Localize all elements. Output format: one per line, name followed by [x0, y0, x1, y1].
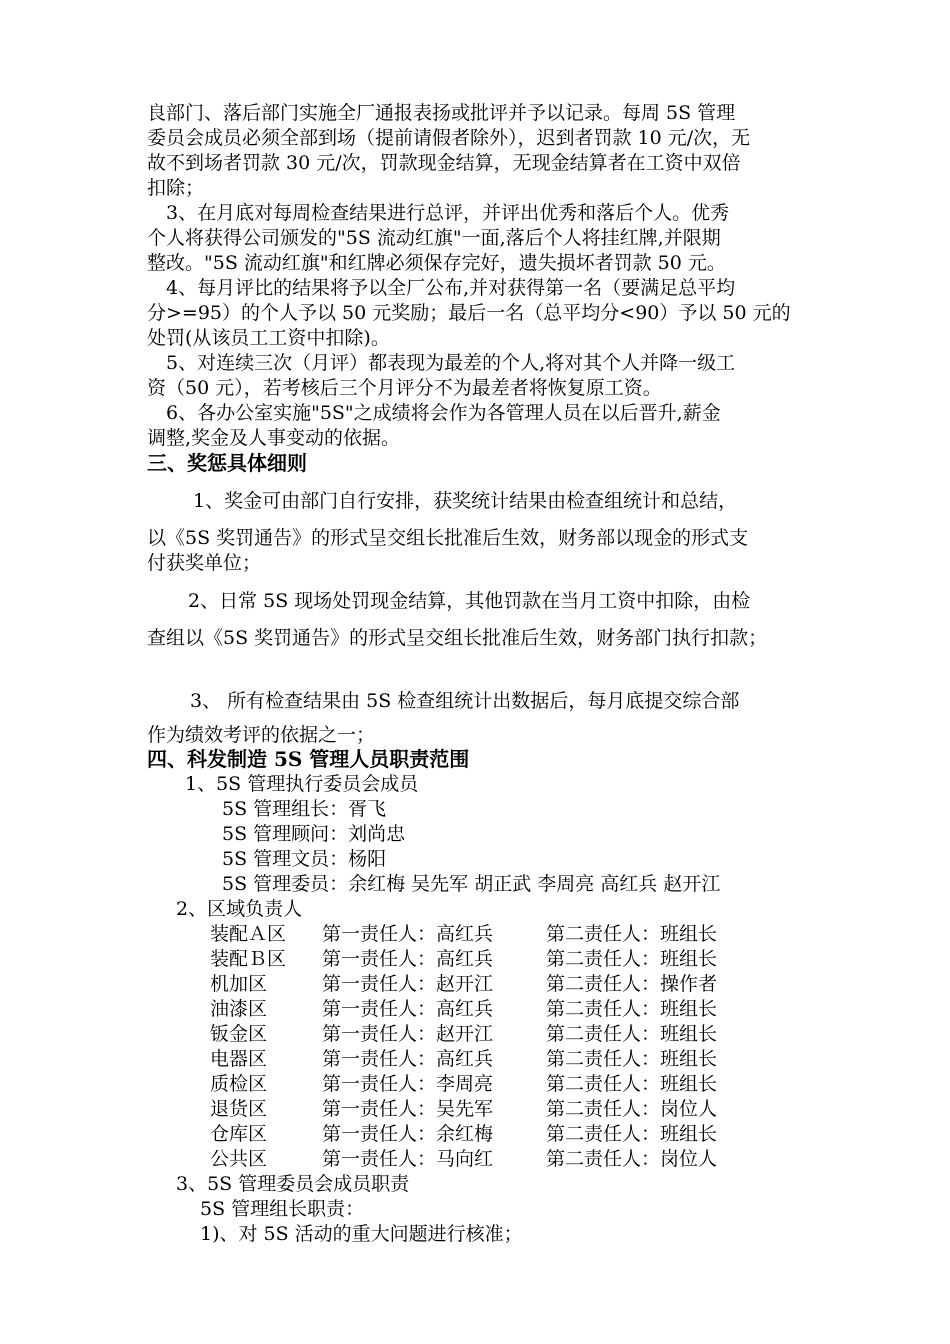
- first-responsible: 第一责任人：吴先军: [322, 1098, 494, 1120]
- second-responsible: 第二责任人：班组长: [546, 1048, 718, 1070]
- text-line: 资（50 元），若考核后三个月评分不为最差者将恢复原工资。: [147, 377, 662, 399]
- section-heading: 四、科发制造 5S 管理人员职责范围: [147, 747, 470, 771]
- area-name: 电器区: [210, 1048, 268, 1070]
- member-line: 5S 管理组长：胥飞: [222, 798, 387, 820]
- text-line: 故不到场者罚款 30 元/次，罚款现金结算，无现金结算者在工资中双倍: [147, 152, 741, 174]
- text-line: 处罚(从该员工工资中扣除)。: [147, 327, 390, 349]
- first-responsible: 第一责任人：赵开江: [322, 1023, 494, 1045]
- text-line: 委员会成员必须全部到场（提前请假者除外），迟到者罚款 10 元/次，无: [147, 127, 751, 149]
- text-line: 调整,奖金及人事变动的依据。: [147, 427, 401, 449]
- second-responsible: 第二责任人：班组长: [546, 998, 718, 1020]
- first-responsible: 第一责任人：高红兵: [322, 948, 494, 970]
- second-responsible: 第二责任人：班组长: [546, 1123, 718, 1145]
- text-line: 1、奖金可由部门自行安排，获奖统计结果由检查组统计和总结，: [193, 490, 738, 512]
- area-name: 装配Ａ区: [210, 923, 287, 945]
- member-line: 5S 管理顾问：刘尚忠: [222, 823, 406, 845]
- first-responsible: 第一责任人：高红兵: [322, 998, 494, 1020]
- text-line: 整改。"5S 流动红旗"和红牌必须保存完好，遗失损坏者罚款 50 元。: [147, 252, 726, 274]
- second-responsible: 第二责任人：班组长: [546, 1023, 718, 1045]
- area-name: 装配Ｂ区: [210, 948, 287, 970]
- text-line: 2、日常 5S 现场处罚现金结算，其他罚款在当月工资中扣除，由检: [188, 590, 751, 612]
- text-line: 分>=95）的个人予以 50 元奖励；最后一名（总平均分<90）予以 50 元的: [147, 302, 791, 324]
- second-responsible: 第二责任人：班组长: [546, 923, 718, 945]
- section-heading: 三、奖惩具体细则: [147, 451, 307, 475]
- area-name: 公共区: [210, 1148, 268, 1170]
- text-line: 良部门、落后部门实施全厂通报表扬或批评并予以记录。每周 5S 管理: [147, 102, 736, 124]
- text-line: 4、每月评比的结果将予以全厂公布,并对获得第一名（要满足总平均: [166, 277, 736, 299]
- subsection-heading: 2、区域负责人: [176, 898, 303, 920]
- second-responsible: 第二责任人：岗位人: [546, 1098, 718, 1120]
- member-line: 5S 管理文员：杨阳: [222, 848, 387, 870]
- area-name: 机加区: [210, 973, 268, 995]
- text-line: 查组以《5S 奖罚通告》的形式呈交组长批准后生效，财务部门执行扣款；: [147, 627, 768, 649]
- first-responsible: 第一责任人：高红兵: [322, 923, 494, 945]
- area-name: 仓库区: [210, 1123, 268, 1145]
- subsection-heading: 3、5S 管理委员会成员职责: [176, 1173, 410, 1195]
- text-line: 扣除；: [147, 177, 205, 199]
- area-name: 油漆区: [210, 998, 268, 1020]
- text-line: 6、各办公室实施"5S"之成绩将会作为各管理人员在以后晋升,薪金: [166, 402, 721, 424]
- area-name: 退货区: [210, 1098, 268, 1120]
- duty-item: 1)、对 5S 活动的重大问题进行核准；: [200, 1223, 523, 1245]
- second-responsible: 第二责任人：班组长: [546, 1073, 718, 1095]
- area-name: 质检区: [210, 1073, 268, 1095]
- text-line: 5、对连续三次（月评）都表现为最差的个人,将对其个人并降一级工: [166, 352, 736, 374]
- second-responsible: 第二责任人：班组长: [546, 948, 718, 970]
- first-responsible: 第一责任人：余红梅: [322, 1123, 494, 1145]
- member-line: 5S 管理委员：余红梅 吴先军 胡正武 李周亮 高红兵 赵开江: [222, 873, 721, 895]
- first-responsible: 第一责任人：赵开江: [322, 973, 494, 995]
- area-name: 钣金区: [210, 1023, 268, 1045]
- text-line: 作为绩效考评的依据之一；: [147, 724, 376, 746]
- first-responsible: 第一责任人：马向红: [322, 1148, 494, 1170]
- subsection-heading: 1、5S 管理执行委员会成员: [185, 773, 419, 795]
- text-line: 3、 所有检查结果由 5S 检查组统计出数据后，每月底提交综合部: [190, 690, 740, 712]
- duty-heading: 5S 管理组长职责：: [200, 1198, 365, 1220]
- second-responsible: 第二责任人：岗位人: [546, 1148, 718, 1170]
- text-line: 以《5S 奖罚通告》的形式呈交组长批准后生效，财务部以现金的形式支: [147, 527, 749, 549]
- text-line: 个人将获得公司颁发的"5S 流动红旗"一面,落后个人将挂红牌,并限期: [147, 227, 721, 249]
- text-line: 付获奖单位；: [147, 552, 262, 574]
- text-line: 3、在月底对每周检查结果进行总评，并评出优秀和落后个人。优秀: [166, 202, 730, 224]
- first-responsible: 第一责任人：李周亮: [322, 1073, 494, 1095]
- first-responsible: 第一责任人：高红兵: [322, 1048, 494, 1070]
- second-responsible: 第二责任人：操作者: [546, 973, 718, 995]
